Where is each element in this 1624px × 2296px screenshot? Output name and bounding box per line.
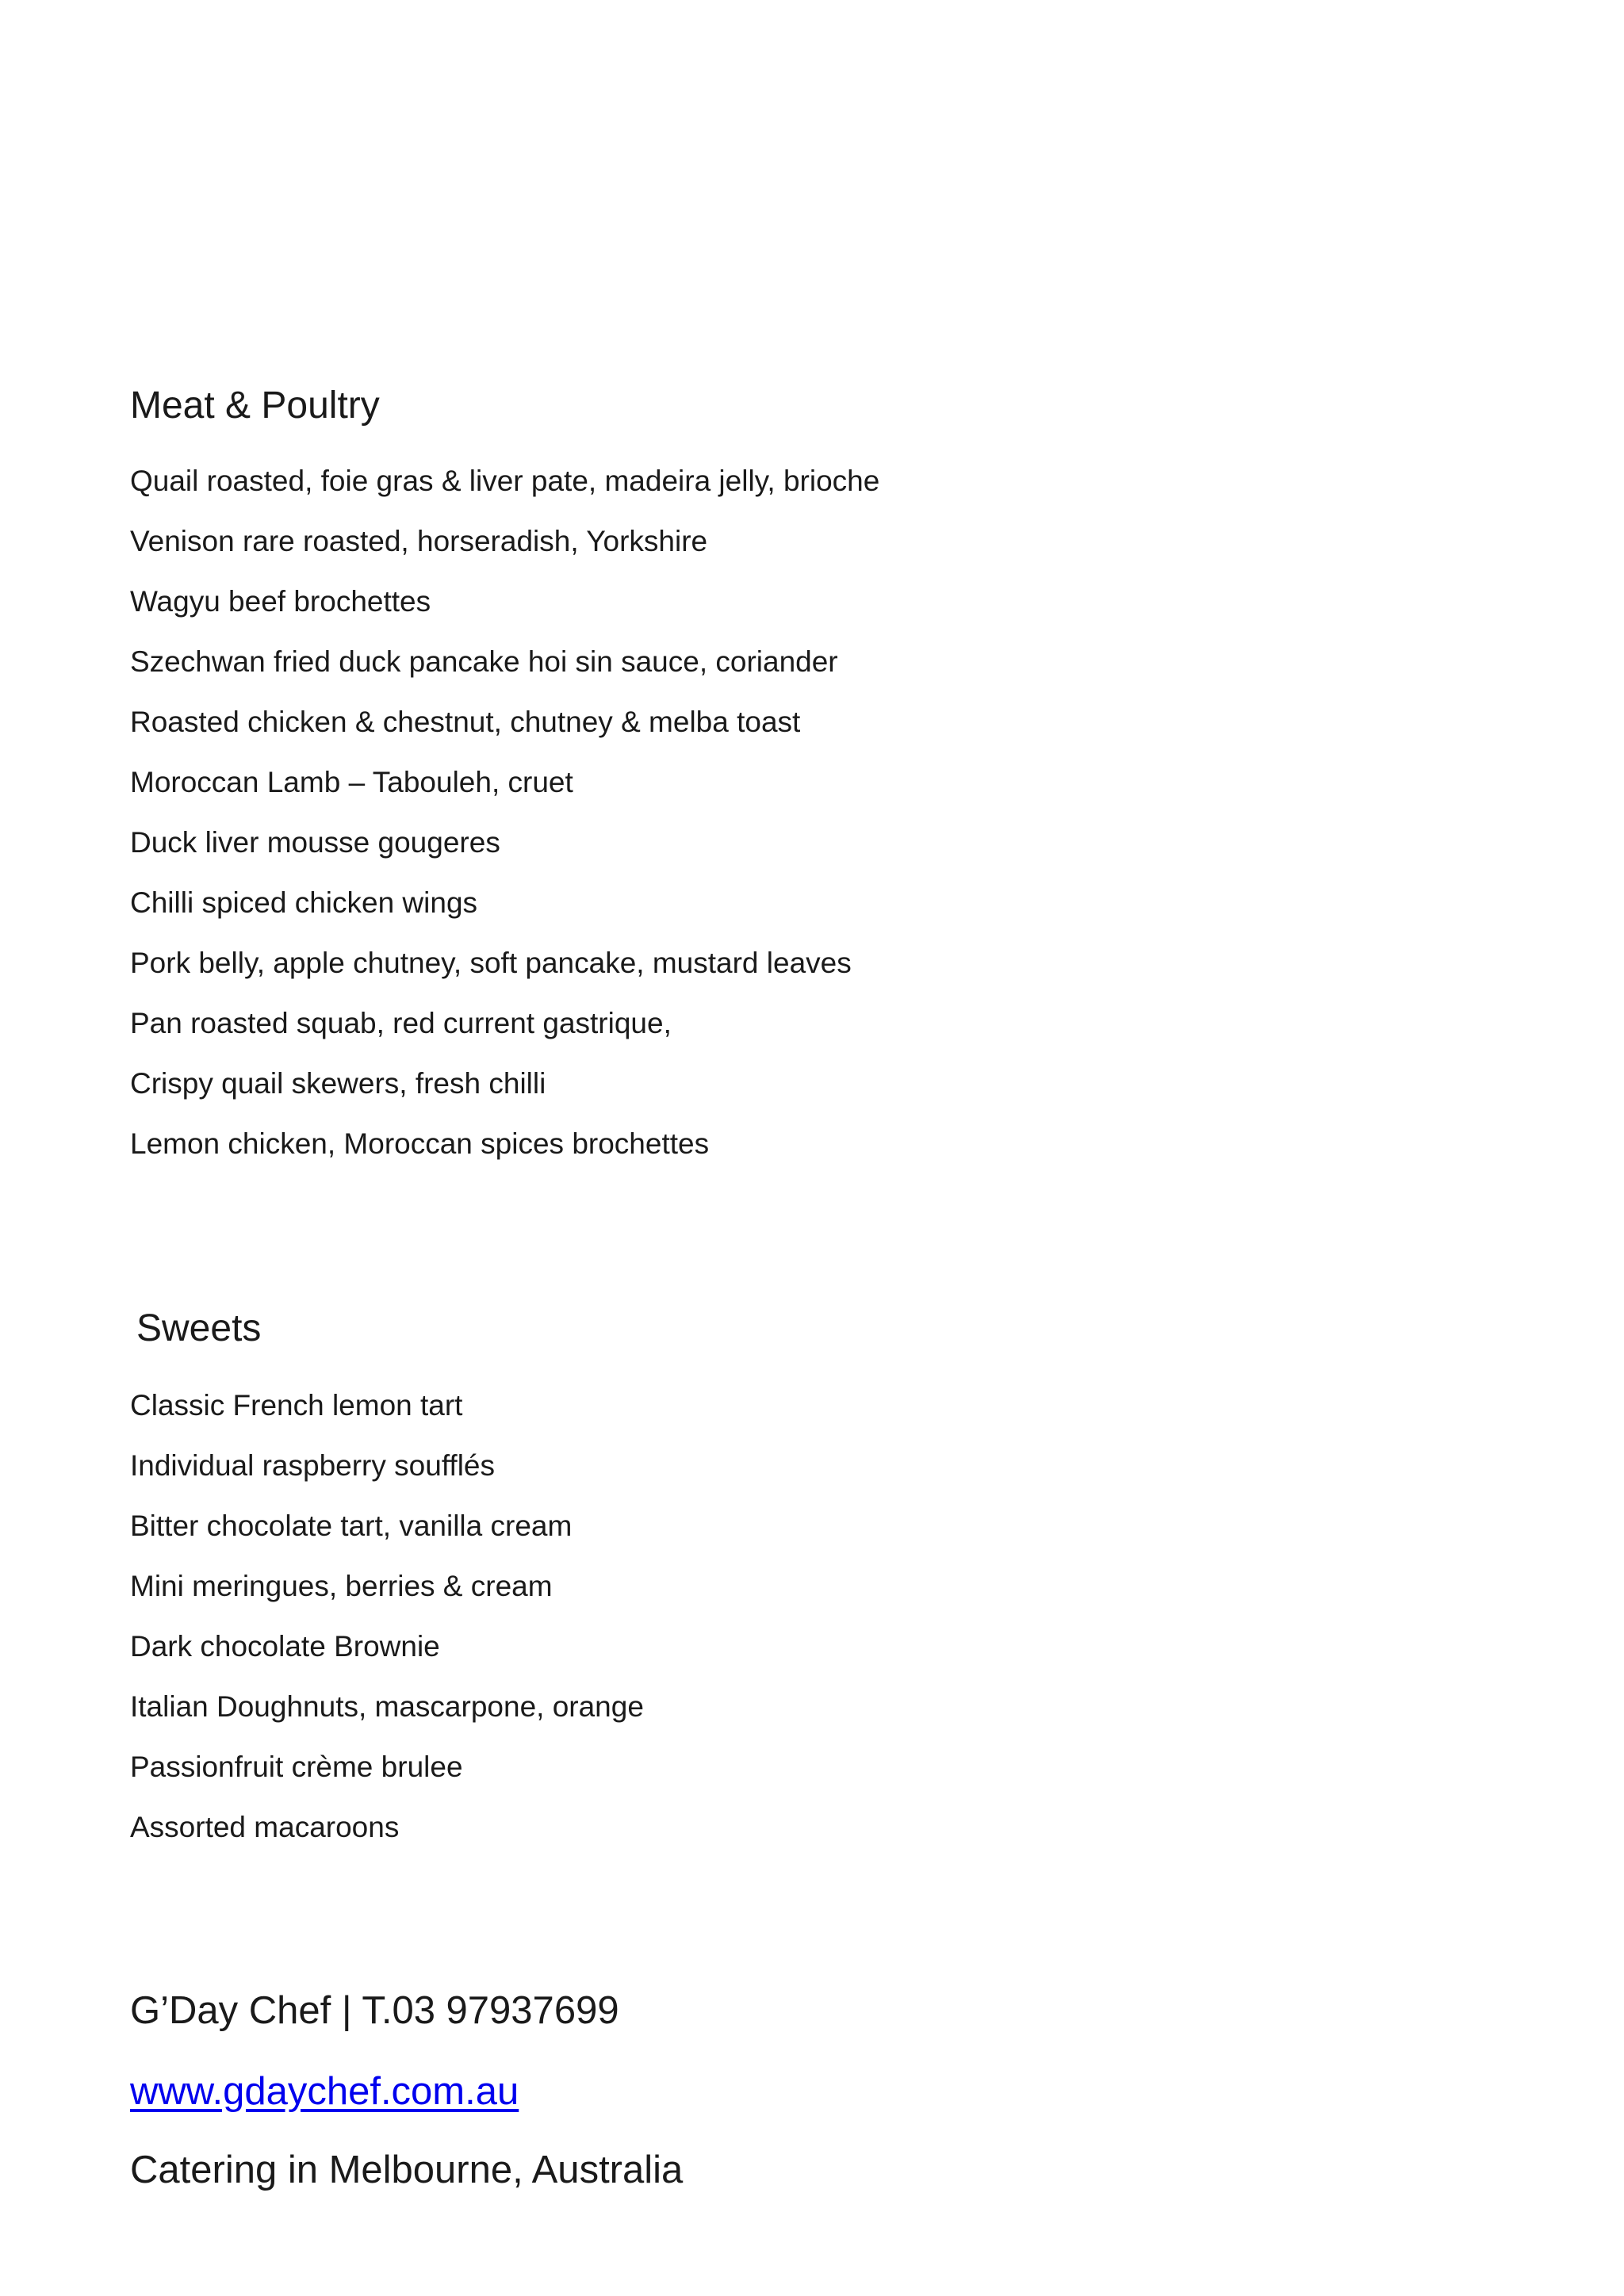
menu-item: Bitter chocolate tart, vanilla cream xyxy=(130,1510,573,1542)
menu-item: Wagyu beef brochettes xyxy=(130,585,431,618)
menu-item: Assorted macaroons xyxy=(130,1811,400,1843)
menu-item: Crispy quail skewers, fresh chilli xyxy=(130,1067,546,1100)
menu-item: Pan roasted squab, red current gastrique, xyxy=(130,1007,672,1039)
menu-item: Venison rare roasted, horseradish, Yorkshire xyxy=(130,525,708,557)
menu-item: Chilli spiced chicken wings xyxy=(130,886,478,919)
menu-item: Quail roasted, foie gras & liver pate, madeira jelly, brioche xyxy=(130,465,880,497)
menu-item: Passionfruit crème brulee xyxy=(130,1751,463,1783)
menu-item: Pork belly, apple chutney, soft pancake, mustard leaves xyxy=(130,947,852,979)
menu-item: Mini meringues, berries & cream xyxy=(130,1570,553,1602)
menu-item: Duck liver mousse gougeres xyxy=(130,826,500,859)
menu-item: Classic French lemon tart xyxy=(130,1389,463,1422)
sweets-heading: Sweets xyxy=(136,1307,262,1349)
contact-line: G’Day Chef | T.03 97937699 xyxy=(130,1989,619,2032)
meat-poultry-list xyxy=(130,451,879,1174)
menu-item: Italian Doughnuts, mascarpone, orange xyxy=(130,1690,644,1723)
sweets-list xyxy=(130,1376,644,1858)
website-link[interactable]: www.gdaychef.com.au xyxy=(130,2070,519,2113)
menu-item: Roasted chicken & chestnut, chutney & melba toast xyxy=(130,706,801,738)
menu-item: Dark chocolate Brownie xyxy=(130,1630,440,1663)
tagline: Catering in Melbourne, Australia xyxy=(130,2149,684,2191)
menu-item: Individual raspberry soufflés xyxy=(130,1449,496,1482)
menu-item: Szechwan fried duck pancake hoi sin sauce, coriander xyxy=(130,645,838,678)
meat-poultry-heading: Meat & Poultry xyxy=(130,385,380,427)
menu-item: Moroccan Lamb – Tabouleh, cruet xyxy=(130,766,573,798)
menu-item: Lemon chicken, Moroccan spices brochettes xyxy=(130,1127,710,1160)
